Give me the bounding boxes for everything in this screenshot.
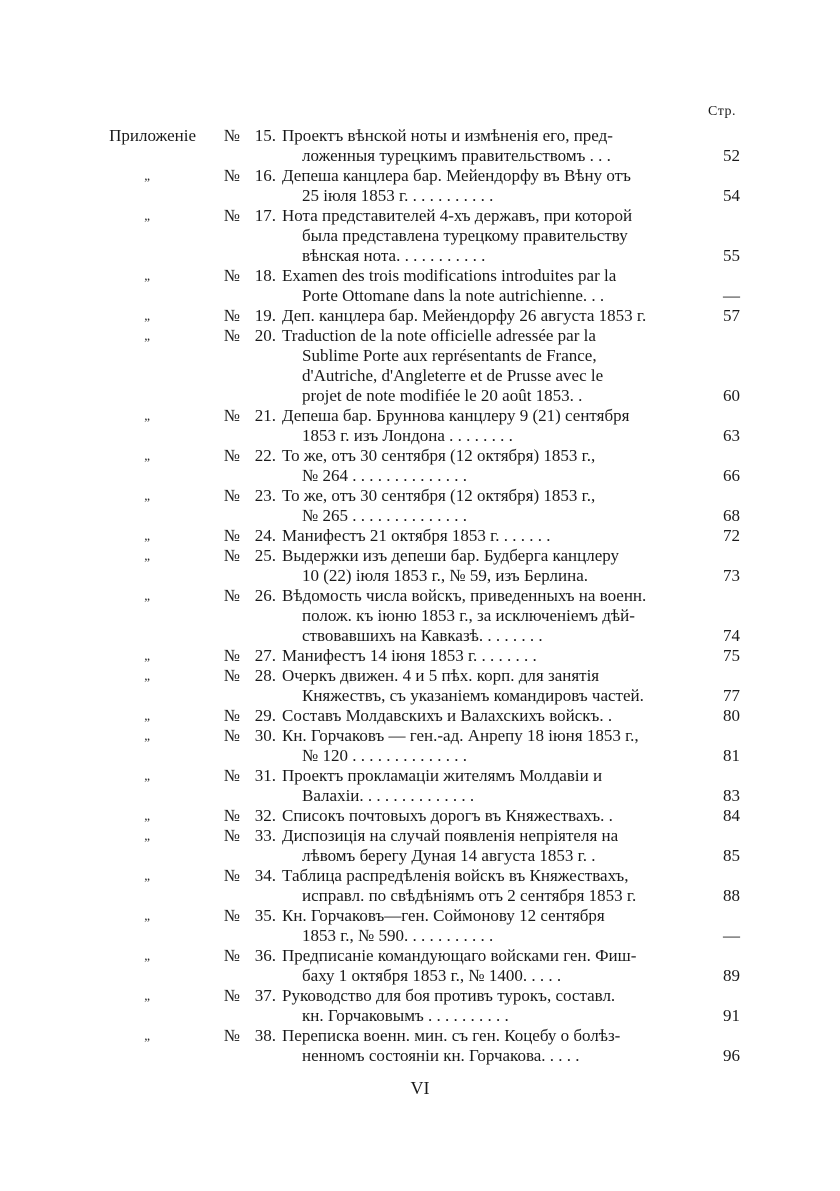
entry-title-line: Вѣдомость числа войскъ, приведенныхъ на военн. [282, 586, 647, 605]
entry-title-line: То же, отъ 30 сентября (12 октября) 1853 г., [282, 486, 596, 505]
entry-no-sign: № [223, 206, 240, 225]
entry-page: 88 [723, 886, 740, 905]
entry-label: „ [144, 208, 150, 223]
entry-title-line: Проектъ вѣнской ноты и измѣненія его, пред- [282, 126, 613, 145]
entry-title-line: Очеркъ движен. 4 и 5 пѣх. корп. для занятія [282, 666, 600, 685]
entry-number: 35. [254, 906, 276, 925]
entry-title-line: Sublime Porte aux représentants de France, [302, 346, 597, 365]
toc-entry [0, 526, 840, 546]
entry-page: 60 [723, 386, 740, 405]
entry-no-sign: № [223, 726, 240, 745]
entry-title [282, 526, 690, 546]
entry-title [282, 946, 690, 986]
entry-no-sign: № [223, 446, 240, 465]
entry-title-line: Деп. канцлера бар. Мейендорфу 26 августа 1853 г. [282, 306, 647, 325]
toc-entry [0, 806, 840, 826]
entry-label: „ [144, 948, 150, 963]
entry-title [282, 406, 690, 446]
toc-entry [0, 706, 840, 726]
entry-title-line: баху 1 октября 1853 г., № 1400. . . . . [302, 966, 562, 985]
entry-page: 63 [723, 426, 740, 445]
entry-title-line: Диспозиція на случай появленія непріятеля на [282, 826, 619, 845]
entry-title-line: была представлена турецкому правительству [302, 226, 628, 245]
entry-title [282, 666, 690, 706]
entry-label: „ [144, 448, 150, 463]
entry-title-line: Княжествъ, съ указаніемъ командировъ частей. [302, 686, 644, 705]
toc-entry [0, 766, 840, 806]
entry-no-sign: № [223, 126, 240, 145]
entry-page: 73 [723, 566, 740, 585]
entry-page: 84 [723, 806, 740, 825]
entry-label: „ [144, 648, 150, 663]
toc-entry [0, 266, 840, 306]
entry-no-sign: № [223, 866, 240, 885]
entry-title [282, 126, 690, 166]
toc-entry [0, 486, 840, 526]
entry-no-sign: № [223, 826, 240, 845]
entry-no-sign: № [223, 906, 240, 925]
entry-title [282, 986, 690, 1026]
entry-title-line: Нота представителей 4-хъ державъ, при которой [282, 206, 633, 225]
entry-page: 91 [723, 1006, 740, 1025]
entry-title-line: Проектъ прокламаціи жителямъ Молдавіи и [282, 766, 603, 785]
toc-entry [0, 326, 840, 406]
entry-no-sign: № [223, 986, 240, 1005]
entry-title [282, 1026, 690, 1066]
entry-title-line: Выдержки изъ депеши бар. Будберга канцлеру [282, 546, 620, 565]
entry-no-sign: № [223, 666, 240, 685]
entry-title-line: Депеша канцлера бар. Мейендорфу въ Вѣну отъ [282, 166, 631, 185]
entry-label: „ [144, 1028, 150, 1043]
entry-label: „ [144, 308, 150, 323]
entry-title-line: Манифестъ 14 іюня 1853 г. . . . . . . . [282, 646, 537, 665]
entry-page: 72 [723, 526, 740, 545]
entry-page: 80 [723, 706, 740, 725]
entry-no-sign: № [223, 706, 240, 725]
entry-title-line: Списокъ почтовыхъ дорогъ въ Княжествахъ. . [282, 806, 613, 825]
page-column-header: Стр. [708, 104, 736, 119]
entry-number: 37. [254, 986, 276, 1005]
entry-number: 17. [254, 206, 276, 225]
entry-title-line: лѣвомъ берегу Дуная 14 августа 1853 г. . [302, 846, 596, 865]
entry-label: „ [144, 728, 150, 743]
entry-page: 89 [723, 966, 740, 985]
entry-label: „ [144, 488, 150, 503]
entry-title-line: Таблица распредѣленія войскъ въ Княжествахъ, [282, 866, 629, 885]
entry-title [282, 766, 690, 806]
toc-entry [0, 206, 840, 266]
entry-title-line: Манифестъ 21 октября 1853 г. . . . . . . [282, 526, 551, 545]
entry-title [282, 806, 690, 826]
entry-no-sign: № [223, 306, 240, 325]
entry-title-line: Кн. Горчаковъ — ген.-ад. Анрепу 18 іюня 1853 г., [282, 726, 639, 745]
toc-entry [0, 666, 840, 706]
toc-entry [0, 646, 840, 666]
entry-title-line: 1853 г., № 590. . . . . . . . . . . [302, 926, 494, 945]
entry-title [282, 706, 690, 726]
entry-label: „ [144, 708, 150, 723]
toc-entry [0, 866, 840, 906]
toc-entry [0, 126, 840, 166]
entry-number: 22. [254, 446, 276, 465]
entry-label: Приложеніе [109, 126, 196, 145]
entry-page: 83 [723, 786, 740, 805]
entry-title-line: Валахіи. . . . . . . . . . . . . . [302, 786, 475, 805]
entry-number: 32. [254, 806, 276, 825]
entry-page: 85 [723, 846, 740, 865]
entry-title [282, 326, 690, 406]
entry-title [282, 546, 690, 586]
entry-page: 52 [723, 146, 740, 165]
entry-label: „ [144, 268, 150, 283]
entry-title [282, 266, 690, 306]
entry-title-line: полож. къ іюню 1853 г., за исключеніемъ дѣй- [302, 606, 635, 625]
entry-label: „ [144, 588, 150, 603]
entry-number: 30. [254, 726, 276, 745]
entry-title [282, 486, 690, 526]
entry-label: „ [144, 548, 150, 563]
entry-title-line: кн. Горчаковымъ . . . . . . . . . . [302, 1006, 509, 1025]
entry-no-sign: № [223, 946, 240, 965]
entry-label: „ [144, 808, 150, 823]
entry-page: — [723, 926, 740, 945]
entry-title-line: № 265 . . . . . . . . . . . . . . [302, 506, 467, 525]
entry-title-line: исправл. по свѣдѣніямъ отъ 2 сентября 1853 г. [302, 886, 637, 905]
entry-title-line: ствовавшихъ на Кавказѣ. . . . . . . . [302, 626, 543, 645]
entry-number: 24. [254, 526, 276, 545]
entry-title-line: Переписка военн. мин. съ ген. Коцебу о болѣз- [282, 1026, 621, 1045]
entry-title-line: № 264 . . . . . . . . . . . . . . [302, 466, 467, 485]
entry-title-line: 1853 г. изъ Лондона . . . . . . . . [302, 426, 513, 445]
entry-title [282, 306, 690, 326]
entry-title [282, 866, 690, 906]
entry-number: 38. [254, 1026, 276, 1045]
entry-page: 54 [723, 186, 740, 205]
entry-number: 25. [254, 546, 276, 565]
entry-title [282, 586, 690, 646]
entry-number: 27. [254, 646, 276, 665]
entry-title-line: вѣнская нота. . . . . . . . . . . [302, 246, 486, 265]
entry-title [282, 826, 690, 866]
entry-page: 57 [723, 306, 740, 325]
entry-title [282, 906, 690, 946]
entry-no-sign: № [223, 486, 240, 505]
entry-page: 74 [723, 626, 740, 645]
table-of-contents [0, 126, 840, 1066]
entry-no-sign: № [223, 526, 240, 545]
entry-title-line: projet de note modifiée le 20 août 1853. . [302, 386, 583, 405]
entry-title-line: Составъ Молдавскихъ и Валахскихъ войскъ. . [282, 706, 613, 725]
entry-no-sign: № [223, 646, 240, 665]
entry-no-sign: № [223, 546, 240, 565]
entry-number: 21. [254, 406, 276, 425]
entry-no-sign: № [223, 806, 240, 825]
entry-number: 20. [254, 326, 276, 345]
toc-entry [0, 446, 840, 486]
entry-no-sign: № [223, 1026, 240, 1045]
entry-number: 26. [254, 586, 276, 605]
entry-page: 75 [723, 646, 740, 665]
entry-label: „ [144, 168, 150, 183]
entry-title-line: Traduction de la note officielle adressée par la [282, 326, 596, 345]
entry-page: — [723, 286, 740, 305]
entry-number: 28. [254, 666, 276, 685]
entry-no-sign: № [223, 266, 240, 285]
entry-title-line: Руководство для боя противъ турокъ, составл. [282, 986, 616, 1005]
entry-page: 96 [723, 1046, 740, 1065]
entry-number: 36. [254, 946, 276, 965]
entry-page: 77 [723, 686, 740, 705]
entry-number: 16. [254, 166, 276, 185]
toc-entry [0, 726, 840, 766]
entry-title [282, 646, 690, 666]
entry-label: „ [144, 408, 150, 423]
entry-label: „ [144, 668, 150, 683]
entry-label: „ [144, 328, 150, 343]
entry-page: 68 [723, 506, 740, 525]
page-number: VI [410, 1078, 430, 1098]
entry-page: 55 [723, 246, 740, 265]
entry-title-line: ложенныя турецкимъ правительствомъ . . . [302, 146, 611, 165]
entry-page: 81 [723, 746, 740, 765]
entry-number: 33. [254, 826, 276, 845]
entry-number: 31. [254, 766, 276, 785]
entry-no-sign: № [223, 406, 240, 425]
entry-number: 15. [254, 126, 276, 145]
toc-entry [0, 986, 840, 1026]
entry-title-line: d'Autriche, d'Angleterre et de Prusse avec le [302, 366, 604, 385]
entry-label: „ [144, 868, 150, 883]
entry-number: 34. [254, 866, 276, 885]
entry-title-line: 25 іюля 1853 г. . . . . . . . . . . [302, 186, 494, 205]
toc-entry [0, 1026, 840, 1066]
toc-entry [0, 586, 840, 646]
toc-entry [0, 546, 840, 586]
entry-no-sign: № [223, 166, 240, 185]
entry-title-line: Кн. Горчаковъ—ген. Соймонову 12 сентября [282, 906, 605, 925]
entry-title-line: ненномъ состояніи кн. Горчакова. . . . . [302, 1046, 580, 1065]
toc-entry [0, 306, 840, 326]
toc-entry [0, 906, 840, 946]
entry-title [282, 446, 690, 486]
toc-entry [0, 826, 840, 866]
entry-title-line: Examen des trois modifications introduites par la [282, 266, 617, 285]
entry-number: 18. [254, 266, 276, 285]
entry-number: 23. [254, 486, 276, 505]
entry-label: „ [144, 988, 150, 1003]
entry-title-line: То же, отъ 30 сентября (12 октября) 1853 г., [282, 446, 596, 465]
entry-title-line: Porte Ottomane dans la note autrichienne. . . [302, 286, 605, 305]
entry-title-line: Депеша бар. Бруннова канцлеру 9 (21) сентября [282, 406, 630, 425]
entry-label: „ [144, 528, 150, 543]
entry-label: „ [144, 908, 150, 923]
entry-no-sign: № [223, 586, 240, 605]
toc-entry [0, 946, 840, 986]
entry-title [282, 166, 690, 206]
entry-no-sign: № [223, 766, 240, 785]
entry-title [282, 726, 690, 766]
entry-number: 19. [254, 306, 276, 325]
toc-entry [0, 406, 840, 446]
entry-title-line: Предписаніе командующаго войсками ген. Фиш- [282, 946, 637, 965]
entry-title-line: № 120 . . . . . . . . . . . . . . [302, 746, 467, 765]
entry-title [282, 206, 690, 266]
entry-number: 29. [254, 706, 276, 725]
entry-title-line: 10 (22) іюля 1853 г., № 59, изъ Берлина. [302, 566, 589, 585]
entry-no-sign: № [223, 326, 240, 345]
entry-label: „ [144, 828, 150, 843]
toc-entry [0, 166, 840, 206]
entry-page: 66 [723, 466, 740, 485]
entry-label: „ [144, 768, 150, 783]
